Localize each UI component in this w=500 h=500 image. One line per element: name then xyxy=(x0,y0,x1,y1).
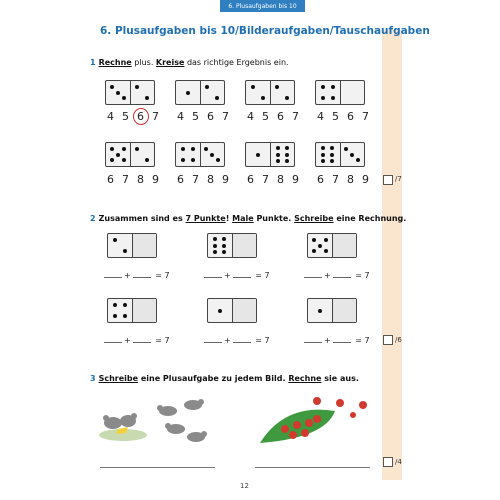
domino-pip xyxy=(321,159,325,163)
plus-sign: + xyxy=(124,336,131,345)
domino-pip xyxy=(321,96,325,100)
instruction-text: Zusammen sind es xyxy=(98,214,186,223)
domino-half xyxy=(130,81,155,104)
domino-pip xyxy=(123,314,127,318)
domino-pip xyxy=(285,146,289,150)
answer-choices xyxy=(177,173,229,186)
answer-choice[interactable]: 7 xyxy=(222,110,229,123)
domino-half xyxy=(340,81,365,104)
instruction-text: Punkte. xyxy=(253,214,295,223)
domino-pip xyxy=(113,238,117,242)
answer-choice[interactable]: 7 xyxy=(362,110,369,123)
domino-pip xyxy=(135,147,139,151)
domino-pip xyxy=(123,303,127,307)
answer-choice[interactable]: 6 xyxy=(247,173,254,186)
domino-pip xyxy=(110,147,114,151)
result: = 7 xyxy=(152,336,170,345)
result: = 7 xyxy=(252,336,270,345)
domino-pip xyxy=(331,96,335,100)
domino-pip xyxy=(215,96,219,100)
blank[interactable] xyxy=(204,271,222,278)
answer-choices xyxy=(317,173,369,186)
blank[interactable] xyxy=(104,271,122,278)
domino-pip xyxy=(204,147,208,151)
result: = 7 xyxy=(152,271,170,280)
answer-choice[interactable]: 7 xyxy=(122,173,129,186)
domino[interactable] xyxy=(207,298,257,323)
domino-half xyxy=(106,81,130,104)
blank[interactable] xyxy=(133,336,151,343)
answer-choice[interactable]: 7 xyxy=(262,173,269,186)
instruction-text: sie aus. xyxy=(321,374,359,383)
blank[interactable] xyxy=(204,336,222,343)
domino-pip xyxy=(213,244,217,248)
domino-pip xyxy=(186,91,190,95)
domino-pip xyxy=(213,250,217,254)
workbook-page xyxy=(70,0,430,500)
domino-half xyxy=(270,81,295,104)
answer-choice[interactable]: 7 xyxy=(332,173,339,186)
domino-pip xyxy=(191,158,195,162)
domino xyxy=(175,80,225,105)
plus-sign: + xyxy=(324,271,331,280)
instruction-text: das richtige Ergebnis ein. xyxy=(184,58,289,67)
domino-pip xyxy=(350,153,354,157)
domino xyxy=(175,142,225,167)
ladybug-illustration xyxy=(255,393,380,448)
answer-line[interactable] xyxy=(100,467,215,468)
domino-pip xyxy=(135,85,139,89)
answer-choices xyxy=(247,110,299,123)
domino[interactable] xyxy=(307,233,357,258)
domino-half xyxy=(108,234,132,257)
domino xyxy=(105,80,155,105)
answer-choice[interactable]: 8 xyxy=(277,173,284,186)
domino-half xyxy=(200,81,225,104)
equation-row xyxy=(202,336,270,345)
plus-sign: + xyxy=(324,336,331,345)
task-number: 1 xyxy=(90,58,96,67)
answer-choice[interactable]: 5 xyxy=(332,110,339,123)
domino-pip xyxy=(222,237,226,241)
answer-choice[interactable]: 9 xyxy=(362,173,369,186)
domino-half xyxy=(106,143,130,166)
domino-half xyxy=(246,143,270,166)
domino-pip xyxy=(285,96,289,100)
answer-choices xyxy=(317,110,369,123)
domino-pip xyxy=(210,153,214,157)
answer-choice[interactable]: 6 xyxy=(347,110,354,123)
domino-pip xyxy=(276,146,280,150)
domino-half xyxy=(232,234,257,257)
keyword: Schreibe xyxy=(98,374,139,383)
domino-pip xyxy=(276,159,280,163)
domino-pip xyxy=(145,158,149,162)
blank[interactable] xyxy=(233,271,251,278)
domino-pip xyxy=(285,159,289,163)
domino xyxy=(315,142,365,167)
domino-pip xyxy=(330,159,334,163)
domino-pip xyxy=(122,96,126,100)
domino-pip xyxy=(312,249,316,253)
domino-pip xyxy=(324,249,328,253)
answer-choice[interactable]: 7 xyxy=(292,110,299,123)
domino-pip xyxy=(222,244,226,248)
domino-half xyxy=(332,234,357,257)
domino-pip xyxy=(116,91,120,95)
domino-pip xyxy=(110,85,114,89)
answer-choice[interactable]: 4 xyxy=(107,110,114,123)
domino-half xyxy=(132,234,157,257)
domino-pip xyxy=(276,153,280,157)
result: = 7 xyxy=(352,271,370,280)
keyword: 7 Punkte xyxy=(185,214,226,223)
answer-choice[interactable]: 6 xyxy=(137,110,144,123)
answer-choice[interactable]: 9 xyxy=(152,173,159,186)
score-box[interactable] xyxy=(383,457,393,467)
instruction-text: ! xyxy=(225,214,233,223)
domino-pip xyxy=(321,153,325,157)
equation-row xyxy=(302,271,370,280)
domino-pip xyxy=(205,85,209,89)
domino-half xyxy=(200,143,225,166)
domino-half xyxy=(308,299,332,322)
domino-pip xyxy=(330,146,334,150)
keyword: Rechne xyxy=(98,58,132,67)
blank[interactable] xyxy=(304,271,322,278)
instruction-text: eine Plusaufgabe zu jedem Bild. xyxy=(138,374,289,383)
instruction-text: eine Rechnung. xyxy=(333,214,407,223)
domino-pip xyxy=(181,158,185,162)
blank[interactable] xyxy=(304,336,322,343)
answer-choice[interactable]: 8 xyxy=(137,173,144,186)
task-number: 2 xyxy=(90,214,96,223)
domino-pip xyxy=(181,147,185,151)
answer-choices xyxy=(107,173,159,186)
score-box[interactable] xyxy=(383,335,393,345)
domino-half xyxy=(208,299,232,322)
page-title: 6. Plusaufgaben bis 10/Bilderaufgaben/Tauschaufgaben xyxy=(100,25,430,37)
task1-instruction xyxy=(90,58,289,67)
domino[interactable] xyxy=(307,298,357,323)
answer-choice[interactable]: 7 xyxy=(152,110,159,123)
domino-pip xyxy=(218,309,222,313)
instruction-text: plus. xyxy=(131,58,156,67)
domino-half xyxy=(208,234,232,257)
domino-pip xyxy=(330,153,334,157)
blank[interactable] xyxy=(133,271,151,278)
plus-sign: + xyxy=(224,271,231,280)
domino-pip xyxy=(331,85,335,89)
score-label: /4 xyxy=(395,458,402,466)
domino[interactable] xyxy=(107,298,157,323)
domino-pip xyxy=(123,249,127,253)
domino-half xyxy=(130,143,155,166)
answer-choice[interactable]: 5 xyxy=(122,110,129,123)
equation-row xyxy=(202,271,270,280)
score-label: /7 xyxy=(395,175,402,183)
page-number: 12 xyxy=(240,482,249,490)
chapter-tab: 6. Plusaufgaben bis 10 xyxy=(220,0,305,12)
keyword: Male xyxy=(232,214,254,223)
domino-pip xyxy=(110,158,114,162)
domino-pip xyxy=(275,85,279,89)
domino-half xyxy=(308,234,332,257)
domino-half xyxy=(332,299,357,322)
answer-choice[interactable]: 6 xyxy=(177,173,184,186)
answer-choice[interactable]: 7 xyxy=(192,173,199,186)
task-number: 3 xyxy=(90,374,96,383)
domino-half xyxy=(108,299,132,322)
domino-half xyxy=(246,81,270,104)
answer-choice[interactable]: 8 xyxy=(347,173,354,186)
domino[interactable] xyxy=(207,233,257,258)
answer-choices xyxy=(107,110,159,123)
domino-pip xyxy=(251,85,255,89)
answer-choice[interactable]: 8 xyxy=(207,173,214,186)
domino-half xyxy=(176,143,200,166)
domino-pip xyxy=(256,153,260,157)
domino-pip xyxy=(216,158,220,162)
domino-half xyxy=(132,299,157,322)
blank[interactable] xyxy=(233,336,251,343)
result: = 7 xyxy=(352,336,370,345)
mice-illustration xyxy=(98,393,228,448)
domino-pip xyxy=(321,85,325,89)
answer-choice[interactable]: 9 xyxy=(222,173,229,186)
domino-pip xyxy=(191,147,195,151)
answer-choice[interactable]: 5 xyxy=(192,110,199,123)
domino-pip xyxy=(318,244,322,248)
domino-pip xyxy=(324,238,328,242)
task3-instruction xyxy=(90,374,359,383)
equation-row xyxy=(102,336,170,345)
score-box[interactable] xyxy=(383,175,393,185)
equation-row xyxy=(102,271,170,280)
domino-pip xyxy=(122,147,126,151)
answer-choices xyxy=(177,110,229,123)
domino-pip xyxy=(356,158,360,162)
domino-pip xyxy=(344,147,348,151)
equation-row xyxy=(302,336,370,345)
domino xyxy=(245,80,295,105)
answer-choice[interactable]: 9 xyxy=(292,173,299,186)
domino-pip xyxy=(222,250,226,254)
answer-choice[interactable]: 4 xyxy=(247,110,254,123)
domino-half xyxy=(316,81,340,104)
domino-pip xyxy=(318,309,322,313)
score-strip xyxy=(382,30,402,480)
domino-half xyxy=(270,143,295,166)
domino[interactable] xyxy=(107,233,157,258)
answer-choice[interactable]: 6 xyxy=(207,110,214,123)
domino-pip xyxy=(113,314,117,318)
answer-choice[interactable]: 6 xyxy=(277,110,284,123)
domino-pip xyxy=(113,303,117,307)
domino-pip xyxy=(116,153,120,157)
plus-sign: + xyxy=(224,336,231,345)
score-label: /6 xyxy=(395,336,402,344)
domino xyxy=(245,142,295,167)
domino-pip xyxy=(213,237,217,241)
domino-pip xyxy=(122,158,126,162)
domino-half xyxy=(340,143,365,166)
blank[interactable] xyxy=(333,336,351,343)
keyword: Schreibe xyxy=(294,214,334,223)
domino-pip xyxy=(312,238,316,242)
keyword: Rechne xyxy=(288,374,322,383)
result: = 7 xyxy=(252,271,270,280)
answer-choice[interactable]: 4 xyxy=(177,110,184,123)
blank[interactable] xyxy=(333,271,351,278)
answer-choice[interactable]: 6 xyxy=(317,173,324,186)
answer-choice[interactable]: 4 xyxy=(317,110,324,123)
domino-pip xyxy=(285,153,289,157)
answer-choices xyxy=(247,173,299,186)
answer-choice[interactable]: 5 xyxy=(262,110,269,123)
answer-line[interactable] xyxy=(255,467,370,468)
domino-pip xyxy=(321,146,325,150)
domino xyxy=(105,142,155,167)
domino xyxy=(315,80,365,105)
answer-choice[interactable]: 6 xyxy=(107,173,114,186)
blank[interactable] xyxy=(104,336,122,343)
domino-pip xyxy=(261,96,265,100)
plus-sign: + xyxy=(124,271,131,280)
domino-half xyxy=(232,299,257,322)
keyword: Kreise xyxy=(155,58,185,67)
domino-half xyxy=(316,143,340,166)
domino-pip xyxy=(145,96,149,100)
task2-instruction xyxy=(90,214,406,223)
domino-half xyxy=(176,81,200,104)
